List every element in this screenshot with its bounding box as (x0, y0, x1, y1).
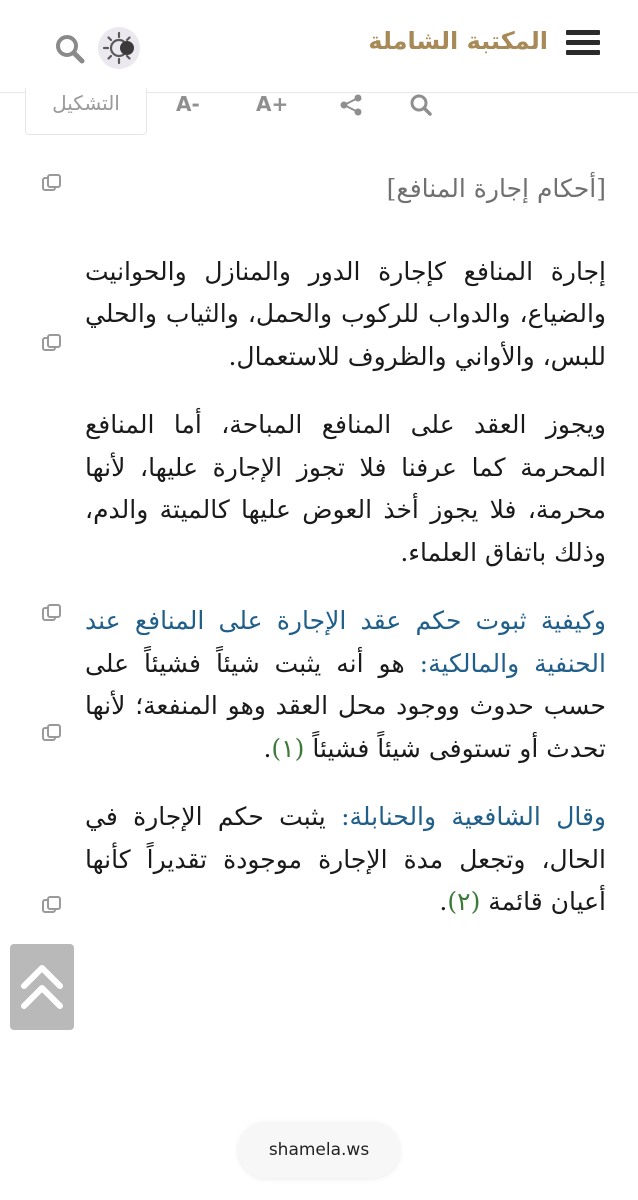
scroll-top-button[interactable] (10, 944, 74, 1030)
footnote-ref[interactable]: (٢) (447, 887, 481, 916)
hamburger-icon-line (566, 40, 600, 45)
font-decrease-button[interactable]: A- (176, 92, 200, 116)
text-search-button[interactable] (408, 90, 436, 124)
paragraph-text: هو أنه يثبت شيئاً فشيئاً على حسب حدوث ووجود محل العقد وهو المنفعة؛ لأنها تحدث أو تستوفى شيئاً فشيئاً (85, 648, 606, 763)
highlighted-phrase: وقال الشافعية والحنابلة: (341, 802, 606, 831)
paragraph (0, 378, 638, 574)
hamburger-icon (566, 30, 600, 35)
url-bar[interactable]: shamela.ws (238, 1122, 400, 1178)
menu-button[interactable] (566, 30, 600, 60)
paragraph-text: إجارة المنافع كإجارة الدور والمنازل والحوانيت والضياع، والدواب للركوب والحمل، والثياب والحلي للبس، والأواني والظروف للاستعمال. (85, 256, 606, 371)
share-icon (338, 90, 366, 120)
paragraph-text: يثبت حكم الإجارة في الحال، وتجعل مدة الإجارة موجودة تقديراً كأنها أعيان قائمة (85, 802, 606, 916)
section-heading-text: [أحكام إجارة المنافع] (386, 174, 606, 203)
book-content (0, 150, 638, 924)
font-increase-button[interactable]: A+ (256, 92, 289, 116)
paragraph (0, 211, 638, 379)
copy-icon[interactable] (40, 722, 64, 746)
search-icon (54, 33, 88, 65)
top-header (0, 0, 638, 93)
copy-icon[interactable] (40, 602, 64, 626)
paragraph-end: . (439, 887, 448, 916)
share-button[interactable] (338, 90, 366, 124)
search-icon (408, 90, 436, 120)
paragraph (0, 770, 638, 924)
section-heading (0, 150, 638, 211)
theme-toggle-button[interactable] (98, 27, 140, 69)
site-title[interactable]: المكتبة الشاملة (368, 27, 548, 55)
paragraph-end: . (263, 733, 272, 763)
highlighted-phrase: وكيفية ثبوت حكم عقد الإجارة على المنافع عند الحنفية والمالكية: (85, 606, 606, 678)
copy-icon[interactable] (40, 172, 64, 196)
theme-toggle-icon (98, 27, 140, 69)
header-search-button[interactable] (54, 33, 88, 65)
copy-icon[interactable] (40, 894, 64, 918)
hamburger-icon-line (566, 50, 600, 55)
double-chevron-up-icon (10, 944, 74, 1030)
footnote-ref[interactable]: (١) (271, 733, 305, 763)
copy-icon[interactable] (40, 332, 64, 356)
paragraph-text: ويجوز العقد على المنافع المباحة، أما المنافع المحرمة كما عرفنا فلا تجوز الإجارة عليها، لأنها محرمة، فلا يجوز أخذ العوض عليها كالميتة والدم، وذلك باتفاق العلماء. (85, 410, 606, 567)
paragraph (0, 574, 638, 770)
tashkeel-toggle[interactable]: التشكيل (25, 88, 147, 135)
